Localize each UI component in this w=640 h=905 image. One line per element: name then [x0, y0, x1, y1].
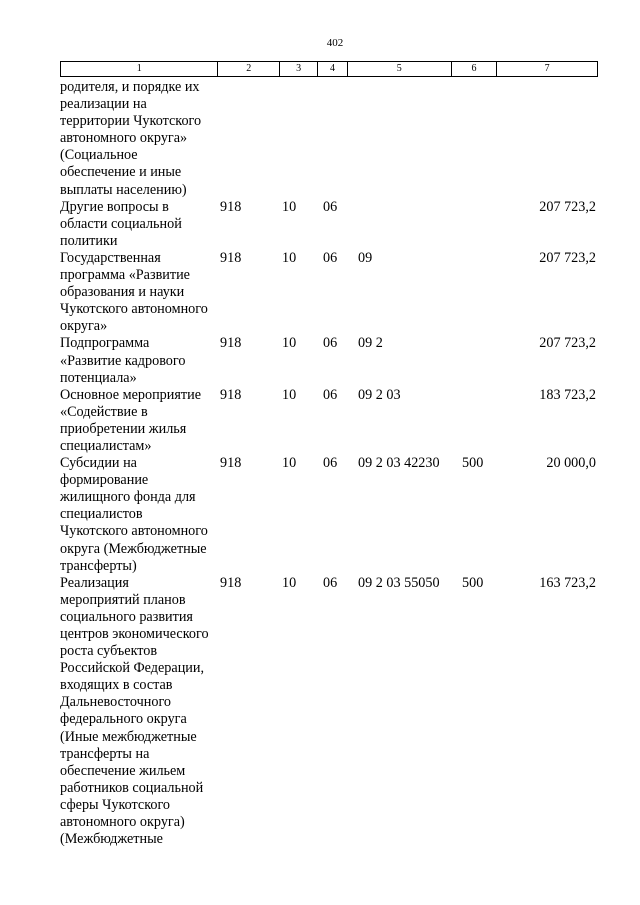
header-col-3: 3 [280, 62, 318, 76]
row-name: Государственная программа «Развитие образования и науки Чукотского автономного округа» [60, 249, 208, 335]
row-ministry-code: 918 [220, 249, 242, 266]
row-amount: 207 723,2 [539, 335, 596, 352]
table-header-row [60, 61, 598, 77]
table-row [60, 455, 600, 575]
table-row [60, 575, 600, 849]
table-row [60, 79, 600, 199]
row-ministry-code: 918 [220, 335, 242, 352]
table-body [60, 79, 600, 848]
row-name: Другие вопросы в области социальной политики [60, 198, 182, 249]
row-subsection: 06 [323, 335, 338, 352]
row-subsection: 06 [323, 198, 338, 215]
row-amount: 20 000,0 [546, 455, 596, 472]
row-section: 10 [282, 574, 297, 591]
row-subsection: 06 [323, 455, 338, 472]
header-col-6: 6 [452, 62, 498, 76]
row-name: родителя, и порядке их реализации на территории Чукотского автономного округа» (Социальное обеспечение и иные выплаты населению) [60, 79, 202, 198]
row-expense-type: 500 [462, 574, 484, 591]
row-subsection: 06 [323, 249, 338, 266]
row-section: 10 [282, 455, 297, 472]
header-col-7: 7 [544, 63, 550, 74]
row-section: 10 [282, 386, 297, 403]
row-name: Основное мероприятие «Содействие в приобретении жилья специалистам» [60, 386, 201, 454]
row-amount: 207 723,2 [539, 198, 596, 215]
row-ministry-code: 918 [220, 574, 242, 591]
header-col-2: 2 [218, 62, 280, 76]
row-subsection: 06 [323, 386, 338, 403]
row-section: 10 [282, 249, 297, 266]
row-amount: 207 723,2 [539, 249, 596, 266]
row-ministry-code: 918 [220, 198, 242, 215]
row-subsection: 06 [323, 574, 338, 591]
row-target-article: 09 2 03 [358, 386, 401, 403]
row-target-article: 09 [358, 249, 373, 266]
table-row [60, 199, 600, 250]
page-number: 402 [326, 37, 344, 49]
row-ministry-code: 918 [220, 386, 242, 403]
row-name: Субсидии на формирование жилищного фонда для специалистов Чукотского автономного округа (Межбюджетные трансферты) [60, 455, 208, 574]
row-target-article: 09 2 03 42230 [358, 455, 440, 472]
table-row [60, 335, 600, 386]
table-row [60, 387, 600, 455]
row-name: Подпрограмма «Развитие кадрового потенциала» [60, 335, 186, 386]
row-ministry-code: 918 [220, 455, 242, 472]
header-col-4: 4 [318, 62, 348, 76]
header-col-5: 5 [348, 62, 452, 76]
row-amount: 163 723,2 [539, 574, 596, 591]
table-row [60, 250, 600, 335]
row-expense-type: 500 [462, 455, 484, 472]
header-col-1: 1 [61, 62, 218, 76]
row-section: 10 [282, 335, 297, 352]
row-section: 10 [282, 198, 297, 215]
row-target-article: 09 2 [358, 335, 383, 352]
row-target-article: 09 2 03 55050 [358, 574, 440, 591]
row-amount: 183 723,2 [539, 386, 596, 403]
row-name: Реализация мероприятий планов социального развития центров экономического роста субъектов Российской Федерации, входящих в состав Дальневосточного федерального округа (Иные межбюджетные трансферты на обеспечение жильем работников социальной сферы Чукотского автономного округа) (Межбюджетные [60, 574, 209, 848]
